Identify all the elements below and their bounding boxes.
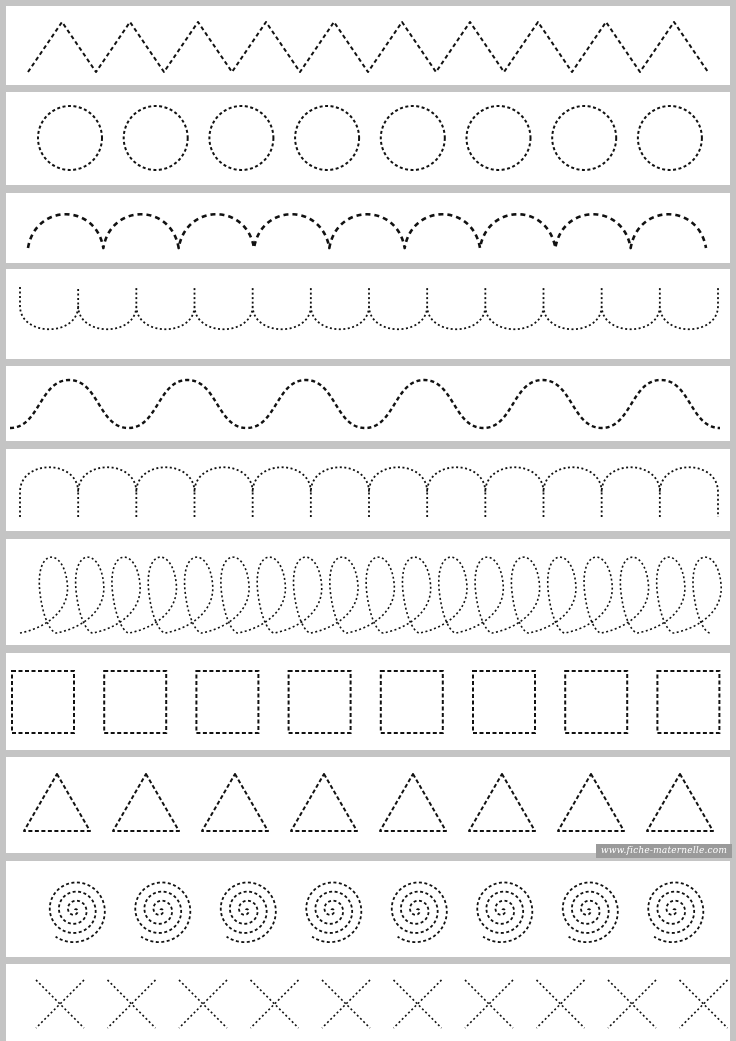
spiral-shape [563, 882, 618, 942]
cross-row [6, 964, 730, 1041]
triangle-pattern [6, 757, 730, 853]
u-cup-row [6, 269, 730, 359]
triangle-shape [647, 774, 713, 831]
spiral-shape [221, 882, 276, 942]
wave-line [10, 380, 720, 428]
square-shape [196, 671, 258, 733]
cross-shape [322, 980, 370, 1028]
spiral-shape [135, 882, 190, 942]
cross-shape [108, 980, 156, 1028]
arch-cusp-line [28, 214, 706, 248]
loop-line [20, 557, 721, 633]
triangle-shape [469, 774, 535, 831]
cross-shape [179, 980, 227, 1028]
watermark-text: www.fiche-maternelle.com [596, 844, 732, 858]
square-shape [657, 671, 719, 733]
square-row [6, 653, 730, 750]
cross-shape [251, 980, 299, 1028]
square-shape [289, 671, 351, 733]
circle-shape [124, 106, 188, 170]
square-shape [104, 671, 166, 733]
u-cup-line [20, 287, 718, 329]
triangle-shape [291, 774, 357, 831]
cross-shape [394, 980, 442, 1028]
triangle-shape [558, 774, 624, 831]
square-shape [12, 671, 74, 733]
circle-shape [638, 106, 702, 170]
circle-shape [209, 106, 273, 170]
u-cup-pattern [6, 269, 730, 359]
cross-pattern [6, 964, 730, 1041]
wave-row [6, 366, 730, 441]
zigzag-row [6, 6, 730, 85]
spiral-pattern [6, 861, 730, 957]
square-shape [565, 671, 627, 733]
arch-cusp-row [6, 193, 730, 263]
arch-m-row [6, 449, 730, 531]
square-pattern [6, 653, 730, 750]
square-shape [381, 671, 443, 733]
triangle-shape [24, 774, 90, 831]
zigzag-pattern [6, 6, 730, 85]
cross-shape [608, 980, 656, 1028]
square-shape [473, 671, 535, 733]
loop-pattern [6, 539, 730, 645]
triangle-shape [113, 774, 179, 831]
zigzag-line [28, 22, 708, 72]
cross-shape [537, 980, 585, 1028]
circle-shape [381, 106, 445, 170]
spiral-shape [50, 882, 105, 942]
arch-m-pattern [6, 449, 730, 531]
wave-pattern [6, 366, 730, 441]
spiral-shape [477, 882, 532, 942]
triangle-shape [202, 774, 268, 831]
arch-m-line [20, 467, 718, 517]
cross-shape [680, 980, 728, 1028]
triangle-shape [380, 774, 446, 831]
circle-shape [295, 106, 359, 170]
circle-pattern [6, 92, 730, 185]
spiral-shape [306, 882, 361, 942]
circle-shape [38, 106, 102, 170]
circle-shape [467, 106, 531, 170]
spiral-shape [392, 882, 447, 942]
spiral-row [6, 861, 730, 957]
circle-shape [552, 106, 616, 170]
arch-cusp-pattern [6, 193, 730, 263]
loop-row [6, 539, 730, 645]
cross-shape [36, 980, 84, 1028]
circle-row [6, 92, 730, 185]
spiral-shape [648, 882, 703, 942]
triangle-row [6, 757, 730, 853]
cross-shape [465, 980, 513, 1028]
